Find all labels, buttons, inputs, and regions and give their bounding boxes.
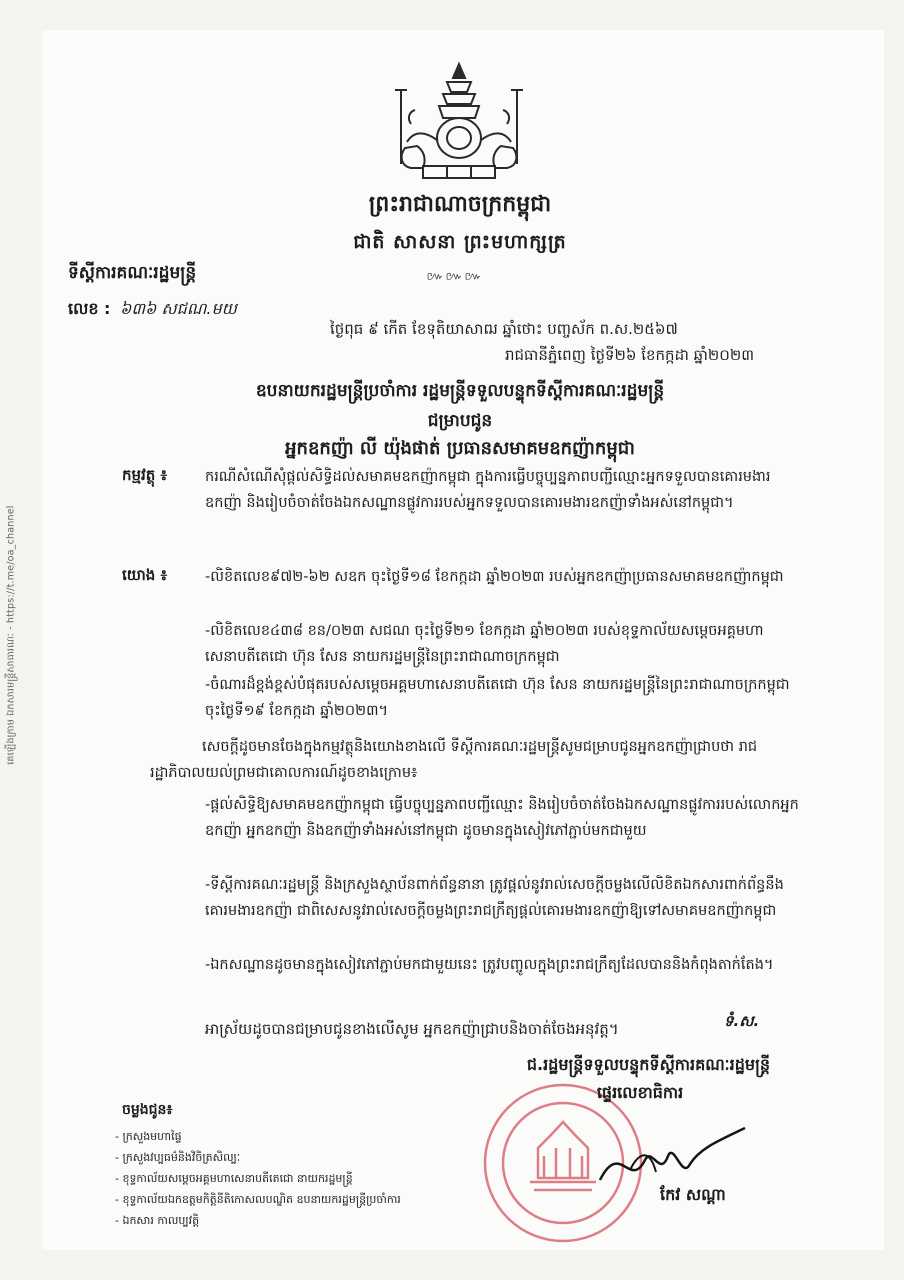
kingdom-title: ព្រះរាជាណាចក្រកម្ពុជា <box>368 192 552 217</box>
reference-value: ៦៣៦ សជណ.មយ <box>120 299 237 318</box>
copy-to-title: ចម្លងជូន៖ <box>122 1102 173 1118</box>
list-item: - ខុទ្ទកាល័យសម្តេចអគ្គមហាសេនាបតីតេជោ នាយករដ្ឋមន្ត្រី <box>115 1172 353 1185</box>
side-watermark-text: គេឡើងក្រាម ឯកសារមន្ត្រីសាធារណៈ - https://t.me/oa_channel <box>6 505 17 765</box>
decision-point: -ផ្តល់សិទ្ធិឱ្យសមាគមឧកញ៉ាកម្ពុជា ធ្វើបច្ចុប្បន្នភាពបញ្ជីឈ្មោះ និងរៀបចំចាត់ចែងឯកសណ្ឋានផ្លូវការរបស់លោកអ្នកឧកញ៉ា អ្នកឧកញ៉ា និងឧកញ៉ាទាំងអស់នៅកម្ពុជា ដូចមានក្នុងសៀវភៅភ្ជាប់មកជាមួយ <box>205 797 799 839</box>
solar-date: រាជធានីភ្នំពេញ ថ្ងៃទី២៦ ខែកក្កដា ឆ្នាំ២០២៣ <box>505 346 755 364</box>
handwritten-initials: ទំ.ស. <box>724 1012 760 1030</box>
recipient-line: អ្នកឧកញ៉ា លី យ៉ុងផាត់ ប្រធានសមាគមឧកញ៉ាកម្ពុជា <box>285 438 635 459</box>
royal-emblem-icon <box>383 60 535 186</box>
respectfully-line: ជម្រាបជូន <box>427 411 493 431</box>
reference-item: -លិខិតលេខ៩៧២-៦២ សឧក ចុះថ្ងៃទី១៨ ខែកក្កដា ឆ្នាំ២០២៣ របស់អ្នកឧកញ៉ាប្រធានសមាគមឧកញ៉ាកម្ពុជា <box>205 569 784 585</box>
reference-number <box>68 298 237 322</box>
national-motto: ជាតិ សាសនា ព្រះមហាក្សត្រ <box>353 231 567 253</box>
body-intro: សេចក្តីដូចមានចែងក្នុងកម្មវត្ថុនិងយោងខាងលើ ទីស្តីការគណៈរដ្ឋមន្ត្រីសូមជម្រាបជូនអ្នកឧកញ៉ាជ្រាបថា រាជរដ្ឋាភិបាលយល់ព្រមជាគោលការណ៍ដូចខាងក្រោម៖ <box>150 739 758 781</box>
side-watermark <box>0 470 24 800</box>
reference-item: -ចំណារដ៏ខ្ពង់ខ្ពស់បំផុតរបស់សម្តេចអគ្គមហាសេនាបតីតេជោ ហ៊ុន សែន នាយករដ្ឋមន្ត្រីនៃព្រះរាជាណាចក្រកម្ពុជា ចុះថ្ងៃទី១៩ ខែកក្កដា ឆ្នាំ២០២៣។ <box>205 677 790 719</box>
subject-label: កម្មវត្ថុ ៖ <box>122 466 168 484</box>
subject-text: ករណីសំណើសុំផ្តល់សិទ្ធិដល់សមាគមឧកញ៉ាកម្ពុជា ក្នុងការធ្វើបច្ចុប្បន្នភាពបញ្ជីឈ្មោះអ្នកទទួលបានគោរមងារឧកញ៉ា និងរៀបចំចាត់ចែងឯកសណ្ឋានផ្លូវការរបស់អ្នកទទួលបានគោរមងារឧកញ៉ាទាំងអស់នៅកម្ពុជា។ <box>205 469 771 511</box>
list-item: - ក្រសួងមហាផ្ទៃ <box>115 1130 182 1143</box>
sender-title: ឧបនាយករដ្ឋមន្ត្រីប្រចាំការ រដ្ឋមន្ត្រីទទួលបន្ទុកទីស្តីការគណៈរដ្ឋមន្ត្រី <box>255 381 665 401</box>
list-item: - ក្រសួងវប្បធម៌និងវិចិត្រសិល្បៈ <box>115 1151 241 1164</box>
signature-title: ជ.រដ្ឋមន្ត្រីទទួលបន្ទុកទីស្តីការគណៈរដ្ឋមន្ត្រី <box>526 1055 770 1074</box>
signer-name: កែវ សណ្តា <box>660 1185 726 1204</box>
copy-to-list <box>115 1126 401 1231</box>
lunar-date: ថ្ងៃពុធ ៩ កើត ខែទុតិយាសាឍ ឆ្នាំថោះ បញ្ចស័ក ព.ស.២៥៦៧ <box>330 320 678 338</box>
issuing-office: ទីស្តីការគណៈរដ្ឋមន្ត្រី <box>68 263 197 283</box>
list-item: - ខុទ្ទកាល័យឯកឧត្តមកិត្តិនីតិកោសលបណ្ឌិត ឧបនាយករដ្ឋមន្ត្រីប្រចាំការ <box>115 1193 401 1206</box>
list-item: - ឯកសារ កាលប្បវត្តិ <box>115 1214 200 1227</box>
signature-subtitle: ផ្ទេរលេខាធិការ <box>596 1083 684 1102</box>
decision-point: -ឯកសណ្ឋានដូចមានក្នុងសៀវភៅភ្ជាប់មកជាមួយនេះ ត្រូវបញ្ចូលក្នុងព្រះរាជក្រឹត្យដែលបាននិងកំពុងតាក់តែង។ <box>205 957 774 973</box>
reference-item: -លិខិតលេខ៤៣៨ ខន/០២៣ សជណ ចុះថ្ងៃទី២១ ខែកក្កដា ឆ្នាំ២០២៣ របស់ខុទ្ទកាល័យសម្តេចអគ្គមហាសេនាបតីតេជោ ហ៊ុន សែន នាយករដ្ឋមន្ត្រីនៃព្រះរាជាណាចក្រកម្ពុជា <box>205 623 764 665</box>
closing-line: អាស្រ័យដូចបានជម្រាបជូនខាងលើសូម អ្នកឧកញ៉ាជ្រាបនិងចាត់ចែងអនុវត្ត។ <box>205 1020 619 1038</box>
decision-point: -ទីស្តីការគណៈរដ្ឋមន្ត្រី និងក្រសួងស្ថាប័នពាក់ព័ន្ធនានា ត្រូវផ្តល់នូវរាល់សេចក្តីចម្លងលើលិខិតឯកសារពាក់ព័ន្ធនឹងគោរមងារឧកញ៉ា ជាពិសេសនូវរាល់សេចក្តីចម្លងព្រះរាជក្រឹត្យផ្តល់គោរមងារឧកញ៉ាឱ្យទៅសមាគមឧកញ៉ាកម្ពុជា <box>205 877 784 919</box>
reference-label: លេខ : <box>68 299 111 318</box>
ornament-divider: ៚៚៚ <box>426 269 484 283</box>
references-label: យោង ៖ <box>122 566 168 584</box>
